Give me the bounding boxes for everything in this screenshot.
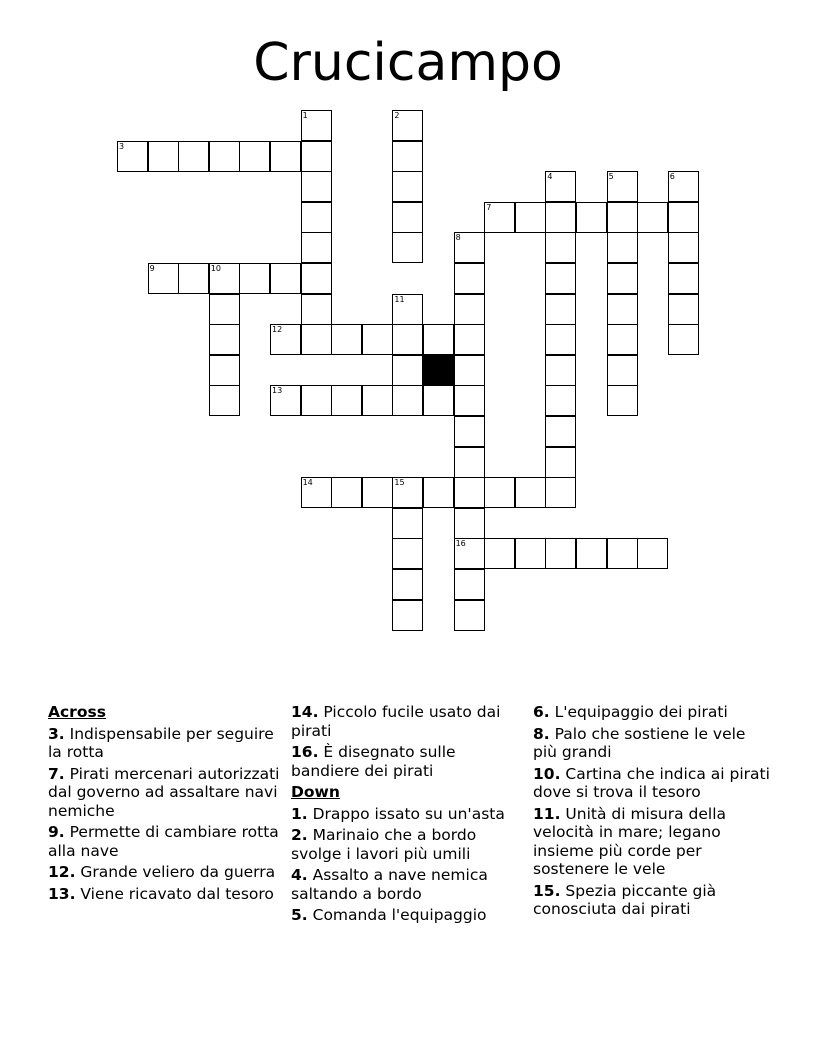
grid-cell[interactable] xyxy=(515,538,546,569)
clue-number-label: 11 xyxy=(394,294,405,304)
clue-text: Indispensabile per seguire la rotta xyxy=(48,724,274,761)
grid-cell[interactable] xyxy=(423,385,454,416)
grid-cell[interactable] xyxy=(392,141,423,172)
clue-number: 4. xyxy=(291,866,308,884)
grid-cell[interactable] xyxy=(392,110,423,141)
clue-down xyxy=(533,765,773,802)
grid-cell[interactable] xyxy=(454,232,485,263)
grid-cell[interactable] xyxy=(148,263,179,294)
grid-cell[interactable] xyxy=(668,263,699,294)
grid-cell[interactable] xyxy=(331,477,362,508)
grid-cell[interactable] xyxy=(239,141,270,172)
grid-cell[interactable] xyxy=(301,171,332,202)
grid-cell[interactable] xyxy=(423,324,454,355)
clues-column-2 xyxy=(291,703,516,928)
grid-cell[interactable] xyxy=(454,385,485,416)
clue-across xyxy=(48,765,288,821)
grid-cell[interactable] xyxy=(301,477,332,508)
grid-cell[interactable] xyxy=(301,263,332,294)
grid-cell[interactable] xyxy=(362,385,393,416)
grid-cell[interactable] xyxy=(545,538,576,569)
grid-cell[interactable] xyxy=(392,538,423,569)
grid-cell[interactable] xyxy=(392,600,423,631)
grid-cell[interactable] xyxy=(117,141,148,172)
grid-cell[interactable] xyxy=(392,294,423,325)
grid-cell[interactable] xyxy=(668,324,699,355)
grid-cell[interactable] xyxy=(454,263,485,294)
clue-number: 1. xyxy=(291,804,308,823)
clue-down xyxy=(291,866,516,903)
puzzle-title: Crucicampo xyxy=(253,33,563,93)
grid-cell[interactable] xyxy=(607,355,638,386)
grid-cell[interactable] xyxy=(637,538,668,569)
grid-cell[interactable] xyxy=(668,202,699,233)
clue-text: Permette di cambiare rotta alla nave xyxy=(48,823,279,860)
grid-cell[interactable] xyxy=(607,538,638,569)
grid-block-cell xyxy=(423,355,454,386)
grid-cell[interactable] xyxy=(209,355,240,386)
clue-across xyxy=(291,703,516,740)
clue-number-label: 10 xyxy=(210,264,221,273)
grid-cell[interactable] xyxy=(392,232,423,263)
clue-across xyxy=(48,823,288,860)
across-heading: Across xyxy=(48,703,106,721)
grid-cell[interactable] xyxy=(484,538,515,569)
grid-cell[interactable] xyxy=(301,385,332,416)
grid-cell[interactable] xyxy=(301,141,332,172)
grid-cell[interactable] xyxy=(637,202,668,233)
grid-cell[interactable] xyxy=(454,355,485,386)
grid-cell[interactable] xyxy=(331,385,362,416)
grid-cell[interactable] xyxy=(301,232,332,263)
clue-number: 7. xyxy=(48,764,65,783)
clue-number-label: 7 xyxy=(486,202,492,212)
grid-cell[interactable] xyxy=(607,263,638,294)
grid-cell[interactable] xyxy=(301,110,332,141)
grid-cell[interactable] xyxy=(607,294,638,325)
grid-cell[interactable] xyxy=(270,385,301,416)
grid-cell[interactable] xyxy=(545,355,576,386)
grid-cell[interactable] xyxy=(423,477,454,508)
clue-text: È disegnato sulle bandiere dei pirati xyxy=(291,743,456,780)
clue-number: 13. xyxy=(48,884,76,903)
clue-number: 14. xyxy=(291,703,319,721)
clue-number-label: 16 xyxy=(455,539,466,549)
grid-cell[interactable] xyxy=(454,538,485,569)
grid-cell[interactable] xyxy=(576,538,607,569)
grid-cell[interactable] xyxy=(454,294,485,325)
grid-cell[interactable] xyxy=(484,477,515,508)
grid-cell[interactable] xyxy=(301,202,332,233)
clue-number: 5. xyxy=(291,906,308,924)
clue-number-label: 2 xyxy=(394,111,400,120)
grid-cell[interactable] xyxy=(545,416,576,447)
clue-across xyxy=(48,885,288,904)
grid-cell[interactable] xyxy=(392,508,423,539)
clue-number: 9. xyxy=(48,823,65,841)
grid-cell[interactable] xyxy=(362,477,393,508)
clue-number-label: 15 xyxy=(394,478,405,488)
clues-column-1 xyxy=(48,703,288,906)
grid-cell[interactable] xyxy=(392,355,423,386)
grid-cell[interactable] xyxy=(392,385,423,416)
grid-cell[interactable] xyxy=(545,202,576,233)
grid-cell[interactable] xyxy=(362,324,393,355)
clue-number: 15. xyxy=(533,881,561,900)
grid-cell[interactable] xyxy=(209,263,240,294)
clue-text: L'equipaggio dei pirati xyxy=(554,703,728,721)
clue-text: Palo che sostiene le vele più grandi xyxy=(533,724,746,761)
grid-cell[interactable] xyxy=(392,202,423,233)
clue-number: 10. xyxy=(533,764,561,783)
grid-cell[interactable] xyxy=(392,171,423,202)
clue-text: Drappo issato su un'asta xyxy=(312,804,505,823)
grid-cell[interactable] xyxy=(454,508,485,539)
clue-number: 6. xyxy=(533,703,550,721)
grid-cell[interactable] xyxy=(209,294,240,325)
grid-cell[interactable] xyxy=(454,416,485,447)
clue-number: 8. xyxy=(533,724,550,743)
down-heading: Down xyxy=(291,783,340,801)
clue-down xyxy=(533,805,773,879)
clue-number-label: 4 xyxy=(547,172,553,182)
grid-cell[interactable] xyxy=(545,447,576,478)
grid-cell[interactable] xyxy=(270,263,301,294)
clue-down xyxy=(533,725,773,762)
clue-text: Cartina che indica ai pirati dove si trova il tesoro xyxy=(533,764,770,801)
grid-cell[interactable] xyxy=(607,202,638,233)
grid-cell[interactable] xyxy=(270,324,301,355)
clue-text: Spezia piccante già conosciuta dai pirati xyxy=(533,881,717,918)
clue-number: 12. xyxy=(48,863,76,881)
clue-text: Grande veliero da guerra xyxy=(80,863,276,881)
grid-cell[interactable] xyxy=(209,324,240,355)
grid-cell[interactable] xyxy=(545,294,576,325)
grid-cell[interactable] xyxy=(545,385,576,416)
clue-number: 16. xyxy=(291,743,319,761)
grid-cell[interactable] xyxy=(301,324,332,355)
grid-cell[interactable] xyxy=(607,171,638,202)
clue-number: 3. xyxy=(48,724,65,743)
grid-cell[interactable] xyxy=(454,324,485,355)
grid-cell[interactable] xyxy=(392,477,423,508)
grid-cell[interactable] xyxy=(515,202,546,233)
clue-number-label: 14 xyxy=(302,478,313,488)
clue-text: Pirati mercenari autorizzati dal governo ad assaltare navi nemiche xyxy=(48,764,280,820)
clue-down xyxy=(291,805,516,824)
grid-cell[interactable] xyxy=(484,202,515,233)
clue-number: 11. xyxy=(533,804,561,823)
clue-text: Viene ricavato dal tesoro xyxy=(80,884,274,903)
grid-cell[interactable] xyxy=(178,263,209,294)
clue-text: Comanda l'equipaggio xyxy=(312,906,487,924)
grid-cell[interactable] xyxy=(392,569,423,600)
grid-cell[interactable] xyxy=(545,171,576,202)
clue-number-label: 8 xyxy=(455,233,461,243)
clue-down xyxy=(533,882,773,919)
grid-cell[interactable] xyxy=(148,141,179,172)
grid-cell[interactable] xyxy=(607,232,638,263)
grid-cell[interactable] xyxy=(239,263,270,294)
grid-cell[interactable] xyxy=(545,477,576,508)
grid-cell[interactable] xyxy=(178,141,209,172)
grid-cell[interactable] xyxy=(209,385,240,416)
grid-cell[interactable] xyxy=(301,294,332,325)
grid-cell[interactable] xyxy=(668,171,699,202)
grid-cell[interactable] xyxy=(454,477,485,508)
grid-cell[interactable] xyxy=(545,324,576,355)
clue-number-label: 6 xyxy=(669,172,675,182)
clue-number: 2. xyxy=(291,826,308,844)
clue-down xyxy=(291,826,516,863)
clue-number-label: 9 xyxy=(149,264,155,273)
grid-cell[interactable] xyxy=(607,324,638,355)
grid-cell[interactable] xyxy=(545,263,576,294)
grid-cell[interactable] xyxy=(454,600,485,631)
clue-down xyxy=(533,703,773,722)
clue-text: Piccolo fucile usato dai pirati xyxy=(291,703,501,740)
clue-number-label: 3 xyxy=(119,141,125,151)
clue-number-label: 1 xyxy=(302,111,308,120)
clue-text: Assalto a nave nemica saltando a bordo xyxy=(291,866,488,903)
grid-cell[interactable] xyxy=(454,447,485,478)
clue-down xyxy=(291,906,516,925)
grid-cell[interactable] xyxy=(668,232,699,263)
grid-cell[interactable] xyxy=(545,232,576,263)
clue-text: Marinaio che a bordo svolge i lavori più umili xyxy=(291,826,477,863)
grid-cell[interactable] xyxy=(331,324,362,355)
grid-cell[interactable] xyxy=(668,294,699,325)
grid-cell[interactable] xyxy=(607,385,638,416)
grid-cell[interactable] xyxy=(270,141,301,172)
grid-cell[interactable] xyxy=(454,569,485,600)
clue-number-label: 5 xyxy=(608,172,614,182)
clue-text: Unità di misura della velocità in mare; legano insieme più corde per sostenere le vele xyxy=(533,804,727,878)
clue-number-label: 13 xyxy=(272,386,283,396)
grid-cell[interactable] xyxy=(209,141,240,172)
grid-cell[interactable] xyxy=(515,477,546,508)
grid-cell[interactable] xyxy=(392,324,423,355)
grid-cell[interactable] xyxy=(576,202,607,233)
clue-across xyxy=(48,863,288,882)
clue-across xyxy=(48,725,288,762)
clue-number-label: 12 xyxy=(272,325,283,335)
clues-column-3 xyxy=(533,703,773,922)
clue-across xyxy=(291,743,516,780)
